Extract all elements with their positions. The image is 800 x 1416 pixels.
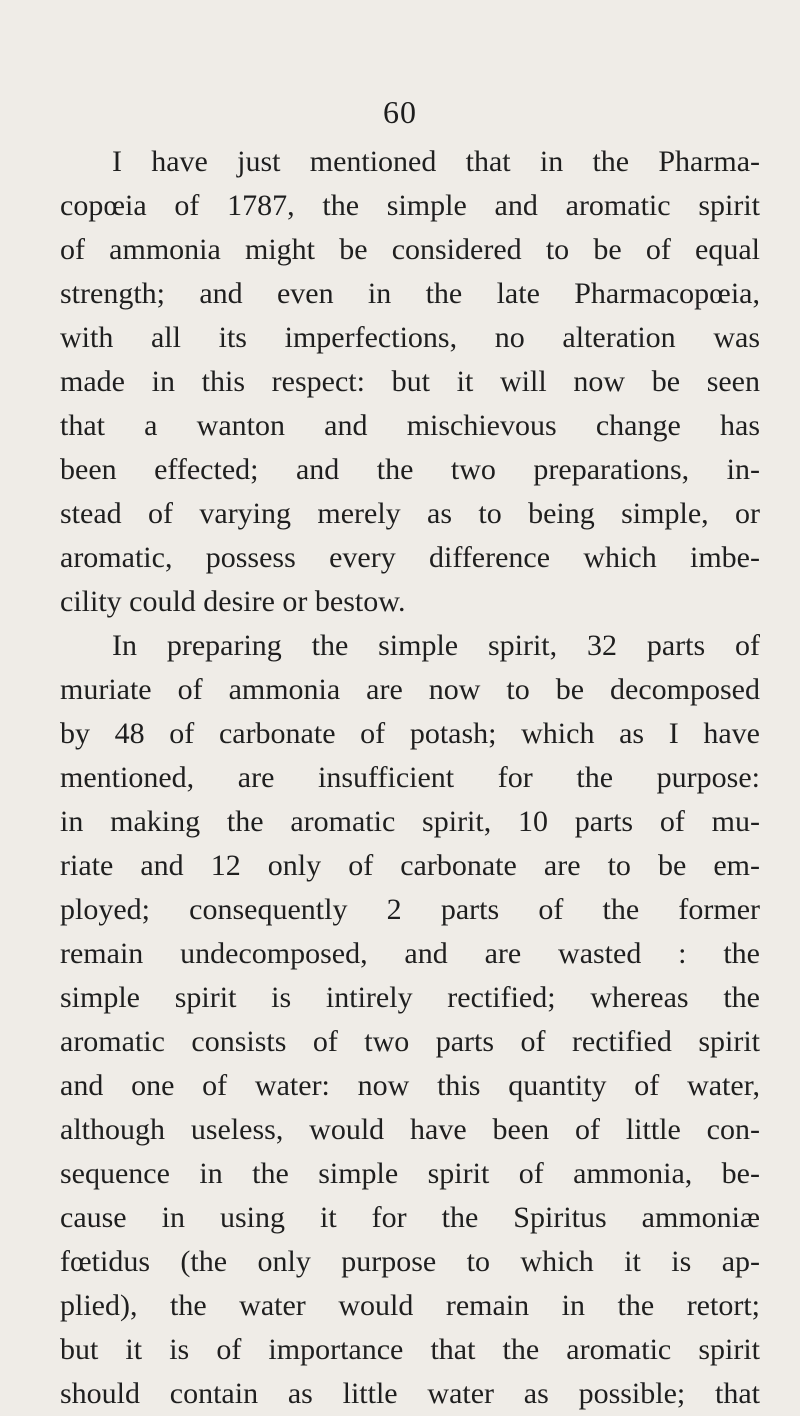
text-line: made in this respect: but it will now be seen — [60, 365, 760, 398]
text-line: in making the aromatic spirit, 10 parts of mu- — [60, 805, 760, 838]
text-line: plied), the water would remain in the retort; — [60, 1289, 760, 1322]
text-line: muriate of ammonia are now to be decomposed — [60, 673, 760, 706]
text-line: I have just mentioned that in the Pharma- — [112, 145, 760, 178]
text-line: cility could desire or bestow. — [60, 585, 406, 618]
text-line: and one of water: now this quantity of water, — [60, 1069, 760, 1102]
text-line: sequence in the simple spirit of ammonia, be- — [60, 1157, 760, 1190]
text-line: been effected; and the two preparations, in- — [60, 453, 760, 486]
text-line: aromatic consists of two parts of rectified spirit — [60, 1025, 760, 1058]
text-line: simple spirit is intirely rectified; whereas the — [60, 981, 760, 1014]
text-line: riate and 12 only of carbonate are to be em- — [60, 849, 760, 882]
text-line: stead of varying merely as to being simple, or — [60, 497, 760, 530]
text-line: cause in using it for the Spiritus ammoniæ — [60, 1201, 760, 1234]
body-text — [60, 140, 760, 1416]
text-line: although useless, would have been of little con- — [60, 1113, 760, 1146]
text-line: ployed; consequently 2 parts of the former — [60, 893, 760, 926]
text-line: copœia of 1787, the simple and aromatic spirit — [60, 189, 760, 222]
text-line: but it is of importance that the aromatic spirit — [60, 1333, 760, 1366]
text-line: remain undecomposed, and are wasted : the — [60, 937, 760, 970]
text-line: aromatic, possess every difference which imbe- — [60, 541, 760, 574]
text-line: of ammonia might be considered to be of equal — [60, 233, 760, 266]
text-line: should contain as little water as possible; that — [60, 1377, 760, 1410]
text-line: In preparing the simple spirit, 32 parts of — [112, 629, 760, 662]
text-line: by 48 of carbonate of potash; which as I have — [60, 717, 760, 750]
text-line: strength; and even in the late Pharmacopœia, — [60, 277, 760, 310]
text-line: fœtidus (the only purpose to which it is ap- — [60, 1245, 760, 1278]
text-line: mentioned, are insufficient for the purpose: — [60, 761, 760, 794]
page-number: 60 — [383, 94, 417, 130]
text-line: with all its imperfections, no alteration was — [60, 321, 760, 354]
text-line: that a wanton and mischievous change has — [60, 409, 760, 442]
